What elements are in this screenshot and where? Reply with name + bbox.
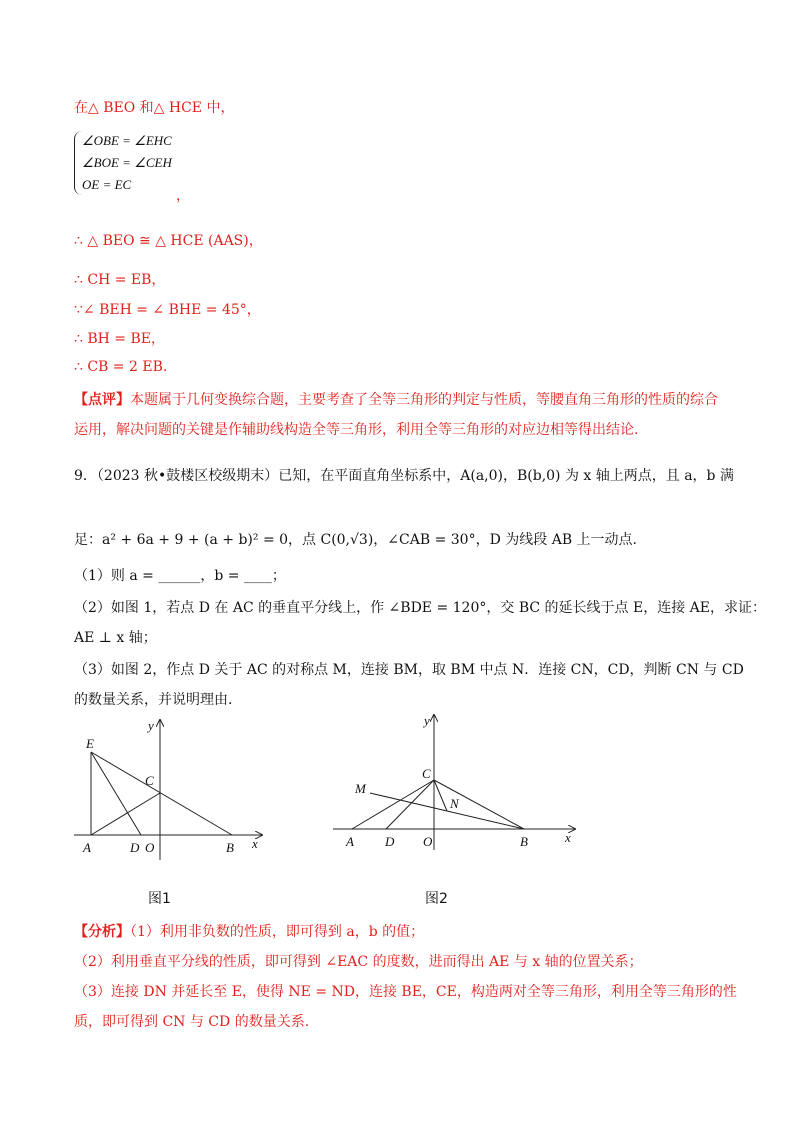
fig2-label-B: B <box>520 834 528 849</box>
comment-text-2: 运用，解决问题的关键是作辅助线构造全等三角形，利用全等三角形的对应边相等得出结论. <box>74 422 639 438</box>
problem-part-3b: 的数量关系，并说明理由. <box>74 692 233 708</box>
comment-tag: 【点评】 <box>74 392 130 408</box>
fig1-label-A: A <box>83 840 91 855</box>
problem-part-1: （1）则 a = ______，b = ____； <box>74 568 286 584</box>
figure-1 <box>74 720 262 860</box>
fig2-label-x: x <box>565 830 571 845</box>
solution-line-6: ∴ CB = 2 EB. <box>74 359 168 375</box>
fig2-label-A: A <box>346 834 354 849</box>
fig1-caption: 图1 <box>148 891 171 907</box>
fig1-label-D: D <box>130 840 140 855</box>
fig2-segment-CB <box>434 780 524 829</box>
fig2-label-O: O <box>423 834 433 849</box>
figures <box>0 700 800 920</box>
solution-line-3: ∴ CH = EB， <box>74 272 166 288</box>
figure-2 <box>333 715 575 850</box>
fig1-segment-AC <box>91 793 160 835</box>
fig2-label-N: N <box>450 796 459 811</box>
fig2-label-C: C <box>422 766 431 781</box>
solution-line-1: 在△ BEO 和△ HCE 中， <box>74 100 235 116</box>
analysis-line-1 <box>74 922 424 942</box>
fig2-label-M: M <box>355 781 366 796</box>
analysis-line-3: （3）连接 DN 并延长至 E，使得 NE = ND，连接 BE，CE，构造两对全等三角形，利用全等三角形的性 <box>74 984 737 1000</box>
analysis-text-1: （1）利用非负数的性质，即可得到 a，b 的值； <box>130 924 425 940</box>
fig1-label-B: B <box>226 840 234 855</box>
problem-condition: 足：a² + 6a + 9 + (a + b)² = 0，点 C(0,√3)，∠CAB = 30°，D 为线段 AB 上一动点. <box>74 532 638 548</box>
system-eq-2: ∠BOE = ∠CEH <box>82 155 172 170</box>
fig1-label-y: y <box>148 718 154 733</box>
analysis-line-2: （2）利用垂直平分线的性质，即可得到 ∠EAC 的度数，进而得出 AE 与 x 轴的位置关系； <box>74 954 643 970</box>
analysis-line-4: 质，即可得到 CN 与 CD 的数量关系. <box>74 1014 310 1030</box>
problem-header: 9．（2023 秋•鼓楼区校级期末）已知，在平面直角坐标系中，A(a,0)，B(b,0) 为 x 轴上两点，且 a，b 满 <box>74 468 734 484</box>
problem-part-2a: （2）如图 1，若点 D 在 AC 的垂直平分线上，作 ∠BDE = 120°，交 BC 的延长线于点 E，连接 AE，求证： <box>74 600 766 616</box>
problem-part-2b: AE ⊥ x 轴； <box>74 630 157 646</box>
fig1-label-E: E <box>86 736 94 751</box>
analysis-tag: 【分析】 <box>74 924 130 940</box>
solution-line-2: ∴ △ BEO ≅ △ HCE (AAS)， <box>74 233 263 249</box>
fig1-label-O: O <box>145 840 155 855</box>
fig2-label-y: y <box>424 713 430 728</box>
fig1-label-x: x <box>252 836 258 851</box>
fig2-label-D: D <box>385 834 395 849</box>
comment-paragraph <box>74 385 734 445</box>
solution-line-4: ∵∠ BEH = ∠ BHE = 45°， <box>74 302 261 318</box>
system-end-comma: ， <box>176 188 190 204</box>
system-eq-3: OE = EC <box>82 177 132 192</box>
fig2-segment-CN <box>434 780 447 811</box>
fig1-label-C: C <box>145 773 154 788</box>
system-eq-1: ∠OBE = ∠EHC <box>82 133 172 148</box>
comment-text-1: 本题属于几何变换综合题，主要考查了全等三角形的判定与性质，等腰直角三角形的性质的综合 <box>130 392 718 408</box>
fig2-caption: 图2 <box>425 891 448 907</box>
fig1-segment-ED <box>91 752 141 835</box>
problem-part-3a: （3）如图 2，作点 D 关于 AC 的对称点 M，连接 BM，取 BM 中点 N．连接 CN，CD，判断 CN 与 CD <box>74 662 744 678</box>
solution-line-5: ∴ BH = BE， <box>74 331 165 347</box>
